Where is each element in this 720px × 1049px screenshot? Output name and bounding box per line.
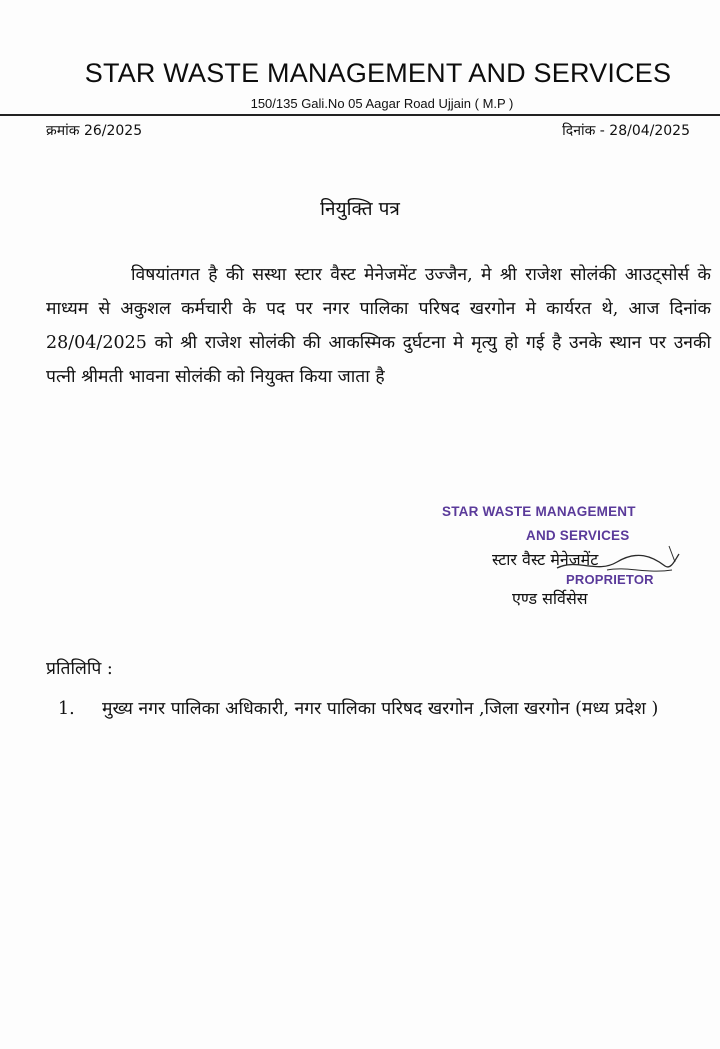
letter-title: नियुक्ति पत्र — [320, 198, 400, 220]
stamp-services-line: AND SERVICES — [526, 528, 630, 543]
list-item-number: 1. — [58, 699, 75, 719]
stamp-company-line: STAR WASTE MANAGEMENT — [442, 504, 636, 519]
stamp-hindi-name: स्टार वैस्ट मेनेजमेंट — [492, 550, 599, 569]
list-item — [46, 692, 711, 726]
company-stamp — [442, 500, 692, 630]
reference-number: क्रमांक 26/2025 — [46, 123, 143, 139]
copy-label: प्रतिलिपि : — [46, 659, 113, 679]
stamp-hindi-services: एण्ड सर्विसेस — [512, 589, 588, 608]
copy-list — [46, 692, 711, 726]
reference-date: दिनांक - 28/04/2025 — [562, 123, 690, 139]
company-address: 150/135 Gali.No 05 Aagar Road Ujjain ( M.P ) — [250, 96, 514, 111]
header-divider — [0, 114, 720, 116]
letter-body: विषयांतगत है की सस्था स्टार वैस्ट मेनेजमेंट उज्जैन, मे श्री राजेश सोलंकी आउट्सोर्स के माध्यम से अकुशल कर्मचारी के पद पर नगर पालिका परिषद खरगोन मे कार्यरत थे, आज दिनांक 28/04/2025 को श्री राजेश सोलंकी की आकस्मिक दुर्घटना मे मृत्यु हो गई है उनके स्थान पर उनकी पत्नी श्रीमती भावना सोलंकी को नियुक्त किया जाता है — [46, 265, 711, 387]
list-item-text: मुख्य नगर पालिका अधिकारी, नगर पालिका परिषद खरगोन ,जिला खरगोन (मध्य प्रदेश ) — [102, 699, 659, 719]
stamp-proprietor: PROPRIETOR — [566, 572, 654, 587]
company-name: STAR WASTE MANAGEMENT AND SERVICES — [84, 58, 672, 88]
